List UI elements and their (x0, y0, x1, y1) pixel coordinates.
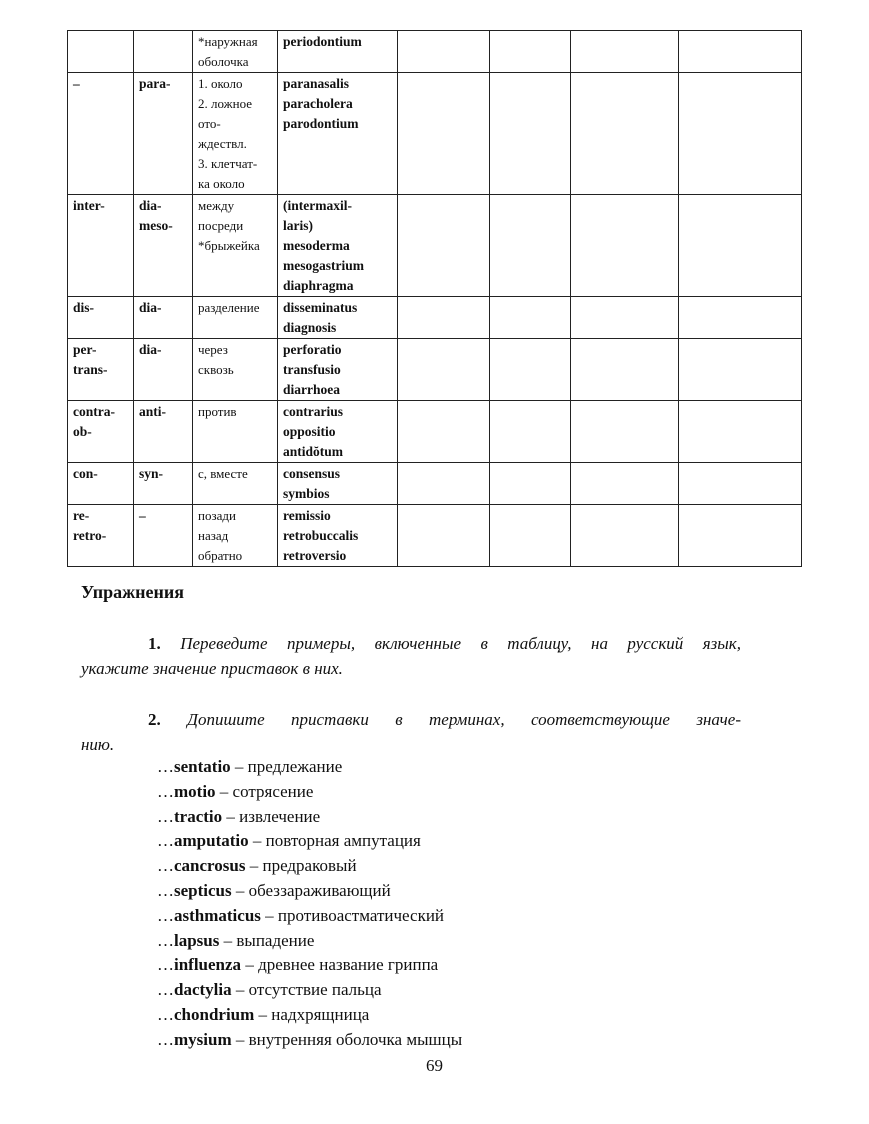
meaning-cell (193, 401, 278, 463)
meaning-line: ка около (198, 176, 245, 191)
empty-cell (679, 463, 802, 505)
meaning-line: *наружная (198, 34, 258, 49)
meaning-cell (193, 31, 278, 73)
term-stem: mysium (174, 1029, 232, 1049)
term-item (157, 879, 462, 904)
examples-line: paracholera (283, 96, 353, 111)
empty-cell (490, 31, 571, 73)
term-item (157, 854, 462, 879)
empty-cell (679, 297, 802, 339)
empty-cell (571, 339, 679, 401)
term-dash: – (248, 831, 266, 851)
greek-line: – (139, 508, 146, 523)
examples-line: contrarius (283, 404, 343, 419)
exercise-1-line-2: укажите значение приставок в них. (81, 659, 343, 678)
empty-cell (398, 195, 490, 297)
meaning-line: через (198, 342, 228, 357)
empty-cell (398, 463, 490, 505)
term-meaning: выпадение (236, 930, 315, 950)
greek-cell (134, 31, 193, 73)
latin-cell (68, 339, 134, 401)
empty-cell (571, 297, 679, 339)
table-row (68, 505, 802, 567)
empty-cell (571, 401, 679, 463)
empty-cell (679, 195, 802, 297)
page-number: 69 (426, 1056, 443, 1075)
empty-cell (679, 339, 802, 401)
examples-line: diagnosis (283, 320, 337, 335)
term-ellipsis: … (157, 905, 174, 925)
term-dash: – (222, 806, 240, 826)
examples-line: diaphragma (283, 278, 354, 293)
meaning-line: позади (198, 508, 236, 523)
empty-cell (490, 463, 571, 505)
greek-line: syn- (139, 466, 164, 481)
examples-cell (278, 195, 398, 297)
examples-cell (278, 73, 398, 195)
term-meaning: предраковый (262, 856, 357, 876)
latin-cell (68, 31, 134, 73)
empty-cell (490, 401, 571, 463)
table-row (68, 73, 802, 195)
latin-line: – (73, 76, 80, 91)
meaning-line: 3. клетчат- (198, 156, 258, 171)
term-dash: – (241, 955, 259, 975)
term-stem: tractio (174, 806, 223, 826)
exercise-2-line-1 (81, 707, 741, 732)
greek-cell (134, 297, 193, 339)
term-dash: – (254, 1004, 272, 1024)
table-row (68, 339, 802, 401)
term-stem: cancrosus (174, 856, 246, 876)
exercises-heading: Упражнения (81, 582, 185, 602)
examples-line: mesoderma (283, 238, 350, 253)
latin-cell (68, 195, 134, 297)
term-item (157, 780, 462, 805)
empty-cell (679, 73, 802, 195)
empty-cell (571, 195, 679, 297)
meaning-line: 1. около (198, 76, 243, 91)
term-dash: – (230, 757, 248, 776)
meaning-cell (193, 339, 278, 401)
meaning-line: ото- (198, 116, 221, 131)
term-ellipsis: … (157, 955, 174, 975)
term-stem: asthmaticus (174, 905, 261, 925)
examples-line: remissio (283, 508, 331, 523)
meaning-line: против (198, 404, 237, 419)
exercise-2-line-2: нию. (81, 735, 115, 754)
latin-line: con- (73, 466, 98, 481)
latin-cell (68, 73, 134, 195)
greek-cell (134, 73, 193, 195)
latin-line: contra- (73, 404, 115, 419)
examples-line: periodontium (283, 34, 362, 49)
examples-cell (278, 401, 398, 463)
examples-line: transfusio (283, 362, 341, 377)
meaning-line: посреди (198, 218, 244, 233)
greek-line: meso- (139, 218, 173, 233)
empty-cell (398, 339, 490, 401)
term-stem: motio (174, 781, 216, 801)
empty-cell (571, 31, 679, 73)
examples-cell (278, 505, 398, 567)
meaning-cell (193, 73, 278, 195)
term-meaning: внутренняя оболочка мышцы (248, 1029, 463, 1049)
meaning-line: 2. ложное (198, 96, 253, 111)
meaning-line: назад (198, 528, 229, 543)
term-stem: amputatio (174, 831, 249, 851)
meaning-line: разделение (198, 300, 260, 315)
latin-cell (68, 401, 134, 463)
term-item (157, 904, 462, 929)
empty-cell (490, 505, 571, 567)
empty-cell (398, 31, 490, 73)
latin-line: inter- (73, 198, 105, 213)
term-item (157, 1003, 462, 1028)
term-dash: – (231, 880, 249, 900)
term-item (157, 829, 462, 854)
term-dash: – (260, 905, 278, 925)
term-item (157, 1028, 462, 1053)
term-dash: – (219, 930, 237, 950)
greek-line: dia- (139, 300, 162, 315)
examples-line: disseminatus (283, 300, 358, 315)
latin-cell (68, 505, 134, 567)
term-item (157, 805, 462, 830)
latin-line: dis- (73, 300, 95, 315)
term-stem: sentatio (174, 757, 231, 776)
meaning-cell (193, 297, 278, 339)
latin-line: ob- (73, 424, 92, 439)
term-ellipsis: … (157, 757, 174, 776)
examples-cell (278, 463, 398, 505)
empty-cell (679, 401, 802, 463)
latin-line: trans- (73, 362, 108, 377)
empty-cell (490, 297, 571, 339)
exercise-2 (81, 707, 741, 757)
examples-line: mesogastrium (283, 258, 364, 273)
greek-cell (134, 339, 193, 401)
examples-line: retroversio (283, 548, 347, 563)
examples-line: laris) (283, 218, 313, 233)
examples-cell (278, 297, 398, 339)
term-ellipsis: … (157, 856, 174, 876)
examples-line: consensus (283, 466, 341, 481)
examples-line: retrobuccalis (283, 528, 359, 543)
empty-cell (571, 463, 679, 505)
empty-cell (398, 73, 490, 195)
term-stem: septicus (174, 880, 232, 900)
examples-cell (278, 31, 398, 73)
greek-line: dia- (139, 198, 162, 213)
meaning-line: обратно (198, 548, 243, 563)
term-ellipsis: … (157, 880, 174, 900)
meaning-line: сквозь (198, 362, 234, 377)
term-ellipsis: … (157, 806, 174, 826)
latin-line: retro- (73, 528, 107, 543)
term-item (157, 755, 462, 780)
term-meaning: сотрясение (232, 781, 314, 801)
meaning-cell (193, 195, 278, 297)
greek-cell (134, 463, 193, 505)
table-row (68, 401, 802, 463)
term-ellipsis: … (157, 1029, 174, 1049)
table-row (68, 463, 802, 505)
term-dash: – (231, 980, 249, 1000)
term-dash: – (231, 1029, 249, 1049)
term-meaning: отсутствие пальца (248, 980, 382, 1000)
greek-cell (134, 195, 193, 297)
term-meaning: противоастматический (277, 905, 445, 925)
examples-line: paranasalis (283, 76, 350, 91)
term-item (157, 978, 462, 1003)
exercise-2-text: Допишите приставки в терминах, соответствующие значе- (160, 710, 741, 729)
term-ellipsis: … (157, 980, 174, 1000)
empty-cell (398, 401, 490, 463)
examples-line: antidŏtum (283, 444, 344, 459)
term-item (157, 953, 462, 978)
latin-cell (68, 463, 134, 505)
term-dash: – (215, 781, 233, 801)
term-stem: influenza (174, 955, 242, 975)
exercise-1 (81, 631, 741, 681)
empty-cell (571, 505, 679, 567)
exercise-2-number: 2. (148, 710, 161, 729)
latin-cell (68, 297, 134, 339)
examples-line: oppositio (283, 424, 336, 439)
empty-cell (490, 195, 571, 297)
term-meaning: древнее название гриппа (258, 955, 439, 975)
term-ellipsis: … (157, 930, 174, 950)
greek-cell (134, 401, 193, 463)
meaning-line: между (198, 198, 235, 213)
greek-line: para- (139, 76, 171, 91)
meaning-cell (193, 505, 278, 567)
meaning-line: *брыжейка (198, 238, 260, 253)
term-meaning: обеззараживающий (248, 880, 391, 900)
meaning-line: оболочка (198, 54, 249, 69)
term-item (157, 929, 462, 954)
empty-cell (398, 505, 490, 567)
greek-line: dia- (139, 342, 162, 357)
meaning-cell (193, 463, 278, 505)
empty-cell (490, 73, 571, 195)
meaning-line: с, вместе (198, 466, 248, 481)
exercise-1-line-1 (81, 631, 741, 656)
empty-cell (571, 73, 679, 195)
term-meaning: повторная ампутация (265, 831, 421, 851)
term-meaning: надхрящница (271, 1004, 370, 1024)
term-meaning: извлечение (239, 806, 321, 826)
prefix-table (67, 30, 802, 567)
empty-cell (490, 339, 571, 401)
term-stem: lapsus (174, 930, 220, 950)
table-row (68, 297, 802, 339)
greek-cell (134, 505, 193, 567)
exercise-1-number: 1. (148, 634, 161, 653)
examples-line: parodontium (283, 116, 359, 131)
examples-line: (intermaxil- (283, 198, 352, 213)
examples-line: symbios (283, 486, 330, 501)
term-list (157, 755, 462, 1053)
examples-line: perforatio (283, 342, 342, 357)
term-ellipsis: … (157, 831, 174, 851)
table-row (68, 195, 802, 297)
empty-cell (679, 31, 802, 73)
greek-line: anti- (139, 404, 166, 419)
term-dash: – (245, 856, 263, 876)
latin-line: per- (73, 342, 97, 357)
table-body (68, 31, 802, 567)
meaning-line: ждествл. (198, 136, 247, 151)
empty-cell (679, 505, 802, 567)
exercise-1-text: Переведите примеры, включенные в таблицу, на русский язык, (160, 634, 741, 653)
term-stem: chondrium (174, 1004, 255, 1024)
examples-line: diarrhoea (283, 382, 340, 397)
table-row (68, 31, 802, 73)
empty-cell (398, 297, 490, 339)
term-stem: dactylia (174, 980, 232, 1000)
examples-cell (278, 339, 398, 401)
term-meaning: предлежание (247, 757, 343, 776)
latin-line: re- (73, 508, 90, 523)
term-ellipsis: … (157, 781, 174, 801)
term-ellipsis: … (157, 1004, 174, 1024)
